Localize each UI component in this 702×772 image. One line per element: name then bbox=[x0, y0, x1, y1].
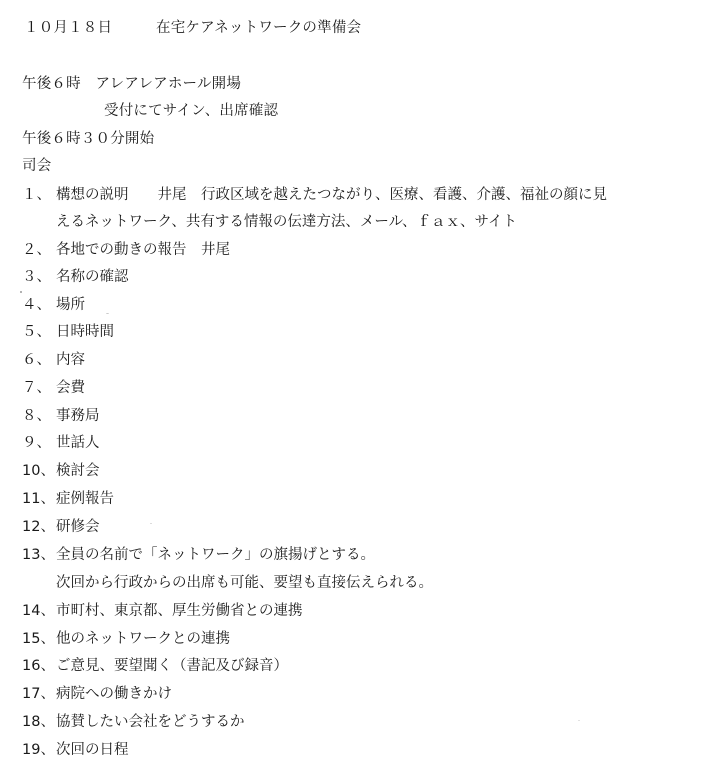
agenda-number: ７、 bbox=[22, 380, 51, 396]
agenda-number: 15、 bbox=[22, 631, 55, 647]
scan-speck bbox=[106, 313, 109, 314]
agenda-number: 19、 bbox=[22, 742, 55, 758]
agenda-number: ２、 bbox=[22, 242, 51, 258]
agenda-item-text: 病院への働きかけ bbox=[56, 686, 172, 702]
agenda-item-text: 症例報告 bbox=[56, 491, 114, 507]
agenda-item-text: 他のネットワークとの連携 bbox=[56, 631, 230, 647]
meeting-title: 在宅ケアネットワークの準備会 bbox=[156, 20, 362, 36]
agenda-item-text: 全員の名前で「ネットワーク」の旗揚げとする。 bbox=[56, 547, 375, 563]
agenda-item-text: ご意見、要望聞く（書記及び録音） bbox=[56, 658, 288, 674]
start-time-line: 午後６時３０分開始 bbox=[22, 131, 155, 147]
agenda-item-text: 検討会 bbox=[56, 463, 100, 479]
agenda-number: １、 bbox=[22, 187, 51, 203]
agenda-item-text: 内容 bbox=[56, 352, 85, 368]
agenda-item-text: 場所 bbox=[56, 297, 85, 313]
scan-speck bbox=[150, 523, 152, 524]
meeting-date: １０月１８日 bbox=[24, 20, 113, 36]
agenda-item-text: 市町村、東京都、厚生労働省との連携 bbox=[56, 603, 303, 619]
agenda-number: ５、 bbox=[22, 324, 51, 340]
agenda-item-text: 名称の確認 bbox=[56, 269, 129, 285]
agenda-item-text: 研修会 bbox=[56, 519, 100, 535]
agenda-number: 10、 bbox=[22, 463, 55, 479]
agenda-item-text: 世話人 bbox=[56, 435, 100, 451]
agenda-number: ３、 bbox=[22, 269, 51, 285]
agenda-item-continuation: えるネットワーク、共有する情報の伝達方法、メール、ｆａｘ、サイト bbox=[56, 214, 517, 230]
open-detail-line: 受付にてサイン、出席確認 bbox=[104, 103, 279, 119]
agenda-item-text: 次回の日程 bbox=[56, 742, 129, 758]
agenda-number: 18、 bbox=[22, 714, 55, 730]
agenda-number: 12、 bbox=[22, 519, 55, 535]
agenda-item-text: 構想の説明 井尾 行政区域を越えたつながり、医療、看護、介護、福祉の顔に見 bbox=[56, 187, 607, 203]
agenda-number: ４、 bbox=[22, 297, 51, 313]
agenda-number: 16、 bbox=[22, 658, 55, 674]
agenda-item-text: 日時時間 bbox=[56, 324, 114, 340]
scan-speck bbox=[578, 720, 580, 721]
chair-line: 司会 bbox=[22, 158, 52, 174]
scan-speck bbox=[20, 291, 22, 293]
agenda-number: 17、 bbox=[22, 686, 55, 702]
agenda-item-text: 事務局 bbox=[56, 408, 100, 424]
open-time-line: 午後６時 アレアレアホール開場 bbox=[22, 76, 242, 92]
agenda-item-text: 会費 bbox=[56, 380, 85, 396]
agenda-number: 11、 bbox=[22, 491, 55, 507]
agenda-number: ６、 bbox=[22, 352, 51, 368]
agenda-number: 13、 bbox=[22, 547, 55, 563]
agenda-item-text: 協賛したい会社をどうするか bbox=[56, 714, 245, 730]
agenda-number: ８、 bbox=[22, 408, 51, 424]
agenda-number: 14、 bbox=[22, 603, 55, 619]
agenda-item-text: 各地での動きの報告 井尾 bbox=[56, 242, 230, 258]
agenda-number: ９、 bbox=[22, 435, 51, 451]
agenda-item-continuation: 次回から行政からの出席も可能、要望も直接伝えられる。 bbox=[56, 575, 433, 591]
